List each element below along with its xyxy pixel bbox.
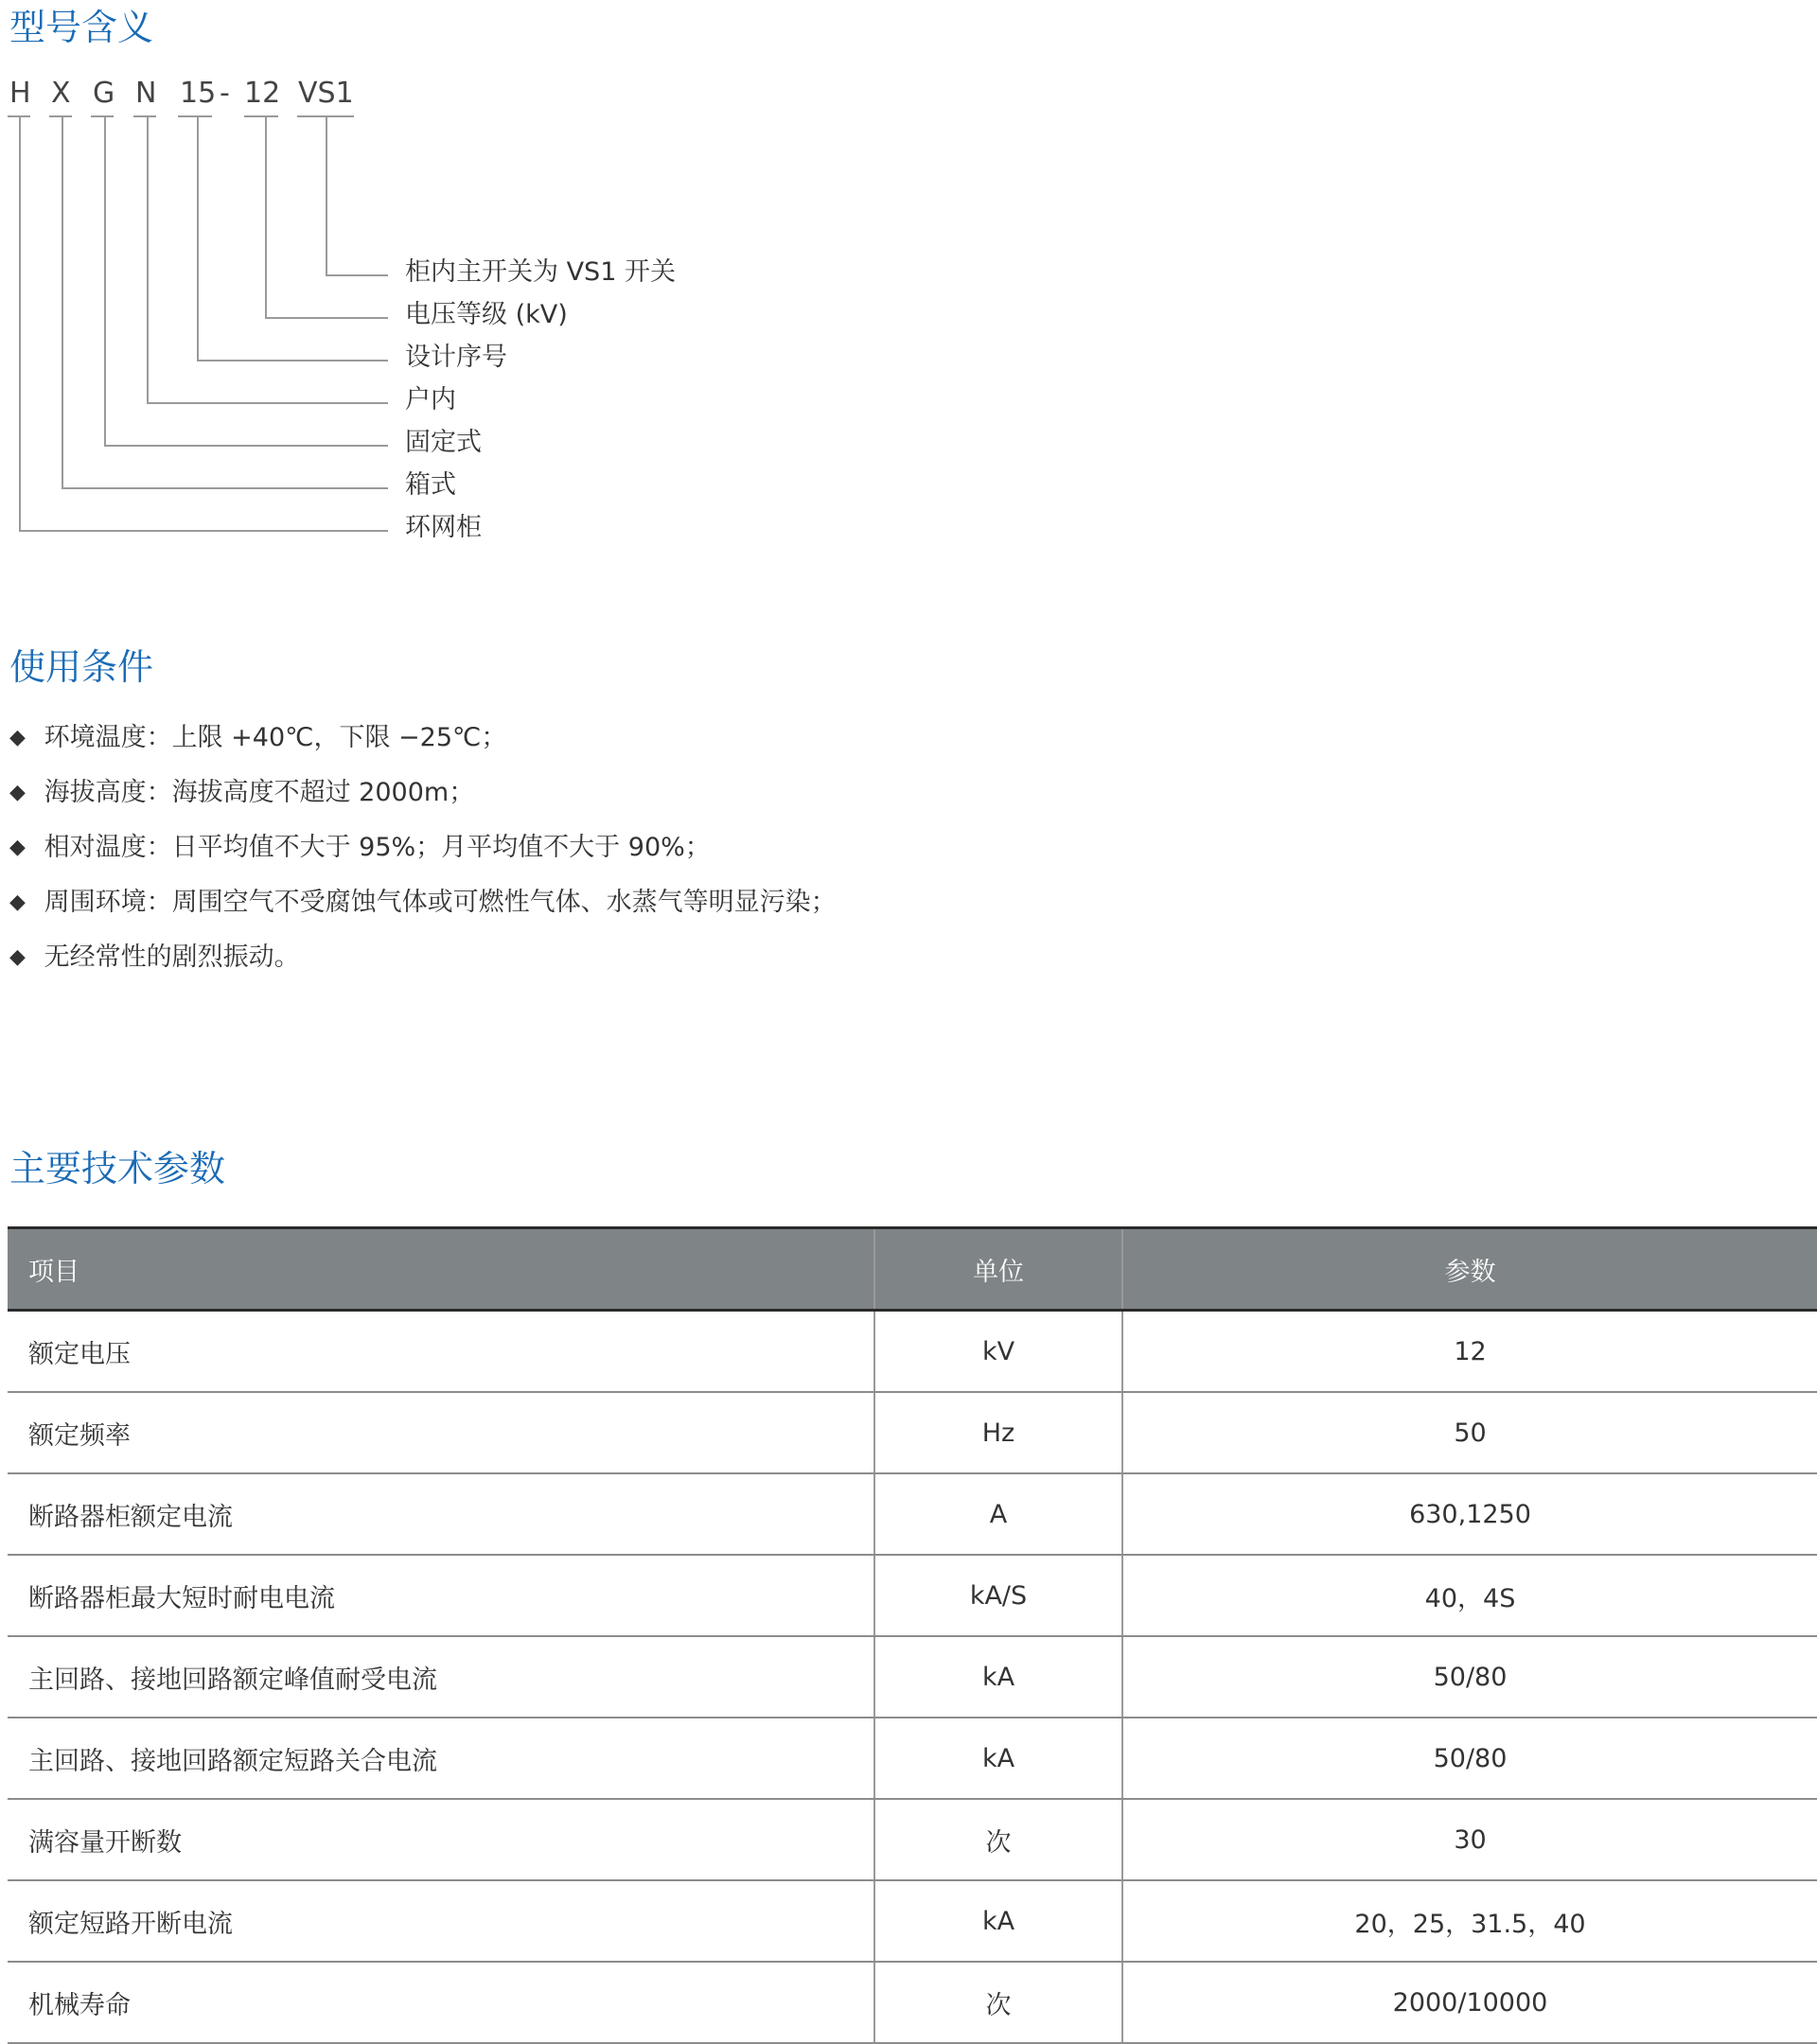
header-value: 参数	[1122, 1228, 1817, 1311]
cell-unit: Hz	[874, 1392, 1122, 1473]
leader-h-vertical	[19, 115, 21, 532]
table-row	[8, 1718, 1817, 1799]
cell-value: 30	[1122, 1799, 1817, 1880]
cell-unit: 次	[874, 1799, 1122, 1880]
cell-item: 额定短路开断电流	[8, 1880, 874, 1962]
table-row	[8, 1636, 1817, 1718]
table-row	[8, 1880, 1817, 1962]
cell-item: 额定频率	[8, 1392, 874, 1473]
conditions-section-title: 使用条件	[9, 646, 154, 688]
diamond-bullet-icon: ◆	[9, 945, 26, 969]
leader-g-horizontal	[104, 445, 388, 447]
cell-item: 满容量开断数	[8, 1799, 874, 1880]
condition-text: 无经常性的剧烈振动。	[44, 943, 300, 972]
cell-item: 额定电压	[8, 1311, 874, 1393]
code-vs1: VS1	[298, 77, 354, 110]
code-letter-n: N	[135, 77, 157, 110]
code-number-12: 12	[244, 77, 281, 110]
table-row	[8, 1962, 1817, 2043]
cell-item: 主回路、接地回路额定峰值耐受电流	[8, 1636, 874, 1718]
underline-g	[91, 115, 114, 117]
cell-value: 50/80	[1122, 1636, 1817, 1718]
leader-15-vertical	[197, 115, 199, 361]
diamond-bullet-icon: ◆	[9, 726, 26, 749]
cell-unit: 次	[874, 1962, 1122, 2043]
underline-n	[133, 115, 156, 117]
meaning-indoor: 户内	[405, 385, 456, 414]
leader-x-vertical	[62, 115, 63, 489]
table-row	[8, 1392, 1817, 1473]
diamond-bullet-icon: ◆	[9, 836, 26, 859]
params-table	[8, 1226, 1817, 2044]
cell-unit: kA	[874, 1636, 1122, 1718]
cell-item: 机械寿命	[8, 1962, 874, 2043]
cell-value: 40，4S	[1122, 1555, 1817, 1636]
condition-text: 周围环境：周围空气不受腐蚀气体或可燃性气体、水蒸气等明显污染；	[44, 888, 837, 917]
cell-value: 12	[1122, 1311, 1817, 1393]
meaning-ring-main-unit: 环网柜	[405, 513, 482, 542]
table-row	[8, 1473, 1817, 1555]
leader-12-vertical	[265, 115, 267, 319]
code-number-15: 15	[180, 77, 217, 110]
condition-item	[9, 776, 837, 831]
condition-item	[9, 721, 837, 776]
cell-value: 50	[1122, 1392, 1817, 1473]
condition-text: 海拔高度：海拔高度不超过 2000m；	[44, 778, 475, 807]
leader-vs1-vertical	[326, 115, 327, 276]
cell-unit: kA	[874, 1718, 1122, 1799]
meaning-fixed-type: 固定式	[405, 428, 482, 457]
leader-vs1-horizontal	[326, 274, 388, 276]
table-row	[8, 1555, 1817, 1636]
cell-item: 断路器柜最大短时耐电电流	[8, 1555, 874, 1636]
leader-n-vertical	[147, 115, 149, 404]
header-item: 项目	[8, 1228, 874, 1311]
condition-text: 环境温度：上限 +40℃，下限 −25℃；	[44, 723, 507, 752]
cell-unit: kA	[874, 1880, 1122, 1962]
cell-value: 20，25，31.5，40	[1122, 1880, 1817, 1962]
condition-item	[9, 886, 837, 941]
diamond-bullet-icon: ◆	[9, 890, 26, 914]
table-header-row	[8, 1228, 1817, 1311]
model-code-diagram	[0, 76, 946, 542]
underline-15	[178, 115, 212, 117]
cell-unit: kA/S	[874, 1555, 1122, 1636]
cell-value: 630,1250	[1122, 1473, 1817, 1555]
header-unit: 单位	[874, 1228, 1122, 1311]
diamond-bullet-icon: ◆	[9, 781, 26, 804]
cell-item: 主回路、接地回路额定短路关合电流	[8, 1718, 874, 1799]
cell-unit: A	[874, 1473, 1122, 1555]
table-row	[8, 1799, 1817, 1880]
cell-unit: kV	[874, 1311, 1122, 1393]
params-section-title: 主要技术参数	[9, 1148, 226, 1189]
meaning-main-switch: 柜内主开关为 VS1 开关	[405, 257, 676, 287]
meaning-design-serial: 设计序号	[405, 343, 507, 372]
leader-g-vertical	[104, 115, 106, 447]
meaning-voltage-level: 电压等级 (kV)	[405, 300, 568, 329]
leader-15-horizontal	[197, 360, 388, 361]
underline-12	[244, 115, 278, 117]
leader-h-horizontal	[19, 530, 388, 532]
cell-value: 2000/10000	[1122, 1962, 1817, 2043]
code-dash: -	[220, 77, 230, 110]
meaning-box-type: 箱式	[405, 470, 456, 500]
leader-12-horizontal	[265, 317, 388, 319]
table-row	[8, 1311, 1817, 1393]
code-letter-x: X	[51, 77, 71, 110]
cell-item: 断路器柜额定电流	[8, 1473, 874, 1555]
condition-item	[9, 941, 837, 996]
code-letter-g: G	[93, 77, 115, 110]
model-section-title: 型号含义	[9, 7, 154, 48]
underline-x	[49, 115, 72, 117]
code-letter-h: H	[9, 77, 31, 110]
condition-text: 相对温度：日平均值不大于 95%；月平均值不大于 90%；	[44, 833, 711, 862]
leader-n-horizontal	[147, 402, 388, 404]
cell-value: 50/80	[1122, 1718, 1817, 1799]
leader-x-horizontal	[62, 487, 388, 489]
condition-item	[9, 831, 837, 886]
conditions-list	[9, 721, 837, 996]
